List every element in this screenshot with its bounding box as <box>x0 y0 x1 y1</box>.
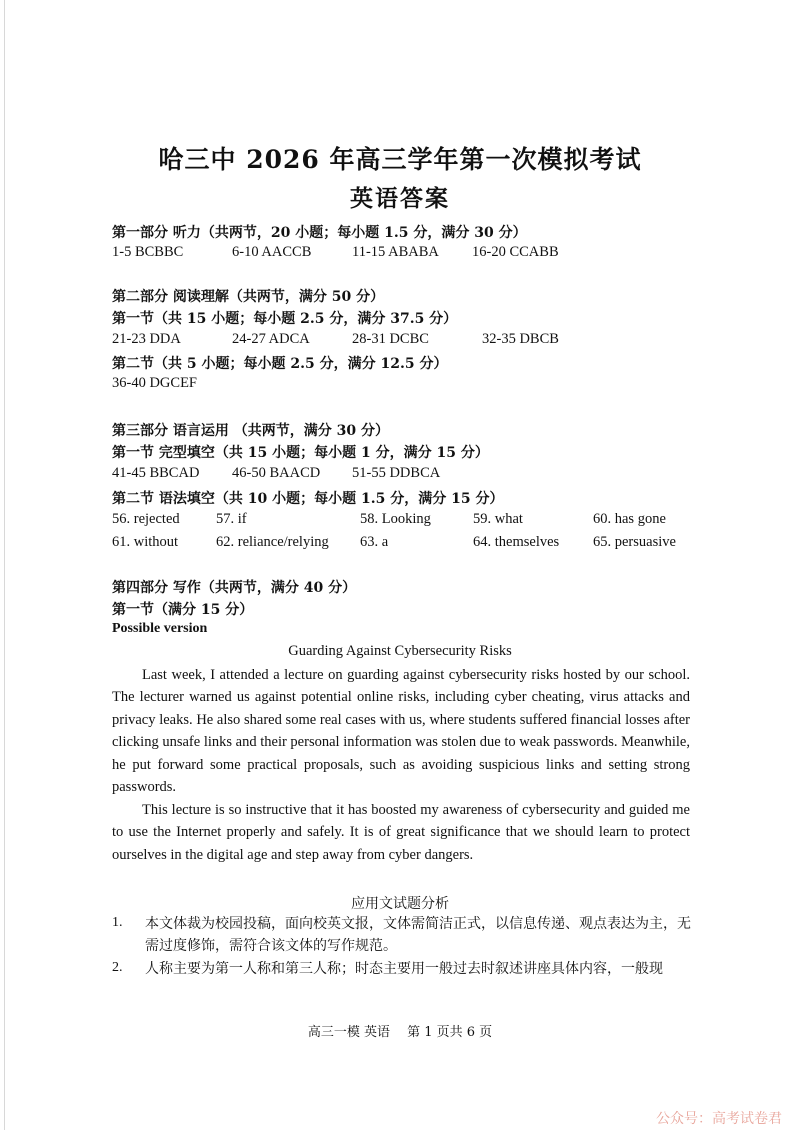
page-subtitle: 英语答案 <box>350 185 450 212</box>
grammar-answer: 63. a <box>360 534 389 550</box>
analysis-heading: 应用文试题分析 <box>351 896 449 912</box>
grammar-answer: 61. without <box>112 534 179 550</box>
part4-heading: 第四部分 写作（共两节，满分 40 分） <box>112 580 357 596</box>
essay-paragraph: This lecture is so instructive that it has boosted my awareness of cybersecurity and guided me to use the Internet properly and safely. It is of great significance that we should learn to protect ourselves in the digital age and step away from cyber dangers. <box>112 802 690 863</box>
grammar-answer: 56. rejected <box>112 511 180 527</box>
grammar-answer: 57. if <box>216 511 247 527</box>
part1-heading: 第一部分 听力（共两节，20 小题；每小题 1.5 分，满分 30 分） <box>112 225 527 241</box>
answer-group: 16-20 CCABB <box>472 244 559 260</box>
answer-group: 46-50 BAACD <box>232 465 321 481</box>
analysis-item-number: 1. <box>112 915 123 930</box>
page-footer: 高三一模 英语 第 1 页共 6 页 <box>307 1025 493 1040</box>
possible-version-label: Possible version <box>112 621 208 636</box>
part2-section1-heading: 第一节（共 15 小题；每小题 2.5 分，满分 37.5 分） <box>112 311 458 327</box>
answer-group: 36-40 DGCEF <box>112 375 197 391</box>
grammar-answer: 65. persuasive <box>593 534 676 550</box>
answer-group: 24-27 ADCA <box>232 331 310 347</box>
grammar-answer: 59. what <box>473 511 523 527</box>
essay-paragraph: Last week, I attended a lecture on guarding against cybersecurity risks hosted by our school. The lecturer warned us against potential online risks, including cyber cheating, virus attacks and privacy leaks. He also shared some real cases with us, where students suffered financial losses after clicking unsafe links and their personal information was stolen due to weak passwords. Meanwhile, he put forward some practical proposals, such as avoiding suspicious links and setting strong passwords. <box>112 667 690 796</box>
grammar-answer: 58. Looking <box>360 511 431 527</box>
answer-group: 21-23 DDA <box>112 331 181 347</box>
page-title: 哈三中 2026 年高三学年第一次模拟考试 <box>158 145 642 174</box>
answer-group: 6-10 AACCB <box>232 244 312 260</box>
part2-heading: 第二部分 阅读理解（共两节，满分 50 分） <box>112 289 385 305</box>
answer-group: 28-31 DCBC <box>352 331 429 347</box>
part3-section1-heading: 第一节 完型填空（共 15 小题；每小题 1 分，满分 15 分） <box>112 445 489 461</box>
part4-section1-heading: 第一节（满分 15 分） <box>112 602 254 618</box>
essay-title: Guarding Against Cybersecurity Risks <box>288 643 512 659</box>
analysis-item-text: 本文体裁为校园投稿，面向校英文报，文体需简洁正式，以信息传递、观点表达为主，无需过度修饰，需符合该文体的写作规范。 <box>145 916 691 954</box>
answer-group: 32-35 DBCB <box>482 331 559 347</box>
grammar-answer: 62. reliance/relying <box>216 534 329 550</box>
answer-group: 51-55 DDBCA <box>352 465 441 481</box>
analysis-item-text: 人称主要为第一人称和第三人称；时态主要用一般过去时叙述讲座具体内容，一般现 <box>145 961 663 977</box>
answer-group: 41-45 BBCAD <box>112 465 200 481</box>
grammar-answer: 60. has gone <box>593 511 666 527</box>
grammar-answer: 64. themselves <box>473 534 560 550</box>
analysis-item-number: 2. <box>112 960 123 975</box>
answer-group: 1-5 BCBBC <box>112 244 184 260</box>
watermark: 公众号：高考试卷君 <box>656 1111 782 1127</box>
part2-section2-heading: 第二节（共 5 小题；每小题 2.5 分，满分 12.5 分） <box>112 356 448 372</box>
answer-group: 11-15 ABABA <box>352 244 439 260</box>
part3-heading: 第三部分 语言运用 （共两节，满分 30 分） <box>112 423 389 439</box>
part3-section2-heading: 第二节 语法填空（共 10 小题；每小题 1.5 分，满分 15 分） <box>112 491 504 507</box>
